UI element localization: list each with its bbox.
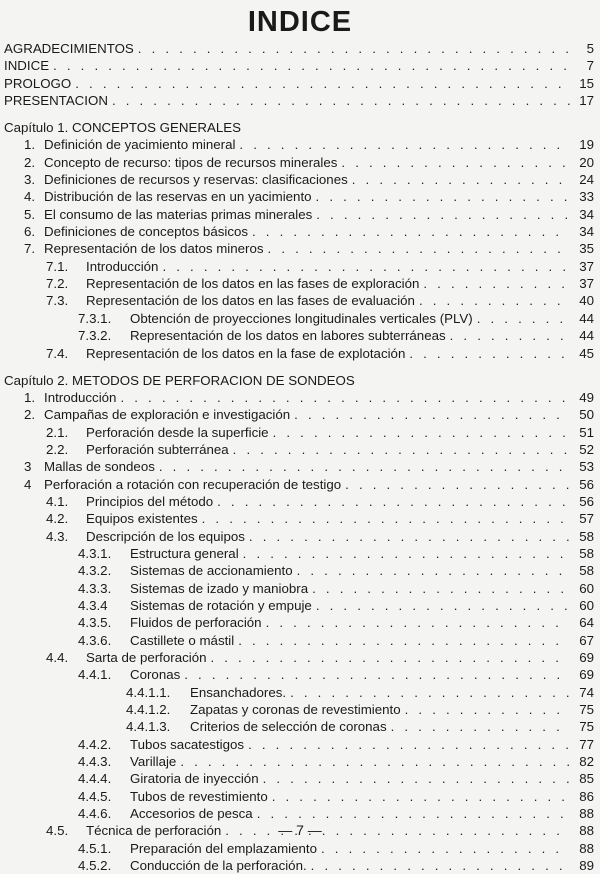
toc-entry-label: Preparación del emplazamiento (130, 840, 318, 856)
toc-entry-page: 7 (586, 58, 594, 74)
toc-entry-label: Estructura general (130, 545, 239, 561)
dot-leader (294, 406, 570, 423)
dot-leader (316, 597, 570, 614)
toc-entry-page: 69 (579, 667, 594, 683)
toc-entry-label: El consumo de las materias primas minerales (44, 206, 313, 222)
toc-entry-page: 53 (579, 459, 594, 475)
toc-entry-number: 1. (24, 137, 36, 153)
dot-leader (243, 545, 570, 562)
dot-leader (138, 40, 570, 57)
toc-entry-number: 7. (24, 241, 36, 257)
toc-entry-label: Principios del método (86, 493, 214, 509)
dot-leader (419, 292, 570, 309)
toc-entry (4, 240, 594, 257)
toc-entry (4, 136, 594, 153)
toc-entry-number: 4.3. (46, 528, 69, 544)
dot-leader (273, 424, 570, 441)
toc-entry-page: 57 (579, 511, 594, 527)
toc-entry (4, 206, 594, 223)
toc-entry (4, 788, 594, 805)
toc-entry-number: 4.4.1.3. (126, 719, 171, 735)
dot-leader (341, 154, 570, 171)
toc-entry-label: Giratoria de inyección (130, 771, 259, 787)
toc-entry-label: Coronas (130, 667, 181, 683)
page-title: INDICE (247, 6, 353, 38)
toc-entry-page: 24 (579, 172, 594, 188)
toc-entry-page: 40 (579, 293, 594, 309)
toc-entry-number: 6. (24, 224, 36, 240)
toc-entry (4, 154, 594, 171)
toc-entry (4, 188, 594, 205)
toc-entry-page: 86 (579, 788, 594, 804)
toc-entry-number: 3 (24, 459, 32, 475)
toc-entry (4, 736, 594, 753)
toc-entry-number: 4.3.4 (78, 597, 108, 613)
toc-entry-page: 67 (579, 632, 594, 648)
toc-entry-page: 44 (579, 310, 594, 326)
toc-entry-number: 7.2. (46, 276, 69, 292)
toc-entry-label: PRESENTACION (4, 93, 108, 109)
toc-entry-number: 4.4.1.1. (126, 684, 171, 700)
toc-entry (4, 718, 594, 735)
toc-entry (4, 292, 594, 309)
toc-entry-page: 74 (579, 684, 594, 700)
toc-entry-number: 4.4. (46, 650, 69, 665)
toc-entry-page: 45 (579, 345, 594, 361)
toc-entry (4, 597, 594, 614)
chapter-heading: Capítulo 1. CONCEPTOS GENERALES (4, 120, 241, 136)
toc-entry-number: 5. (24, 206, 36, 222)
dot-leader (112, 92, 570, 109)
dot-leader (423, 275, 570, 292)
toc-entry (4, 75, 594, 92)
toc-entry-label: Introducción (86, 258, 159, 274)
toc-entry-label: Sarta de perforación (86, 650, 207, 665)
toc-entry (4, 562, 594, 579)
dot-leader (120, 389, 570, 406)
toc-entry (4, 327, 594, 344)
toc-entry-label: Representación de los datos en labores subterráneas (130, 328, 446, 344)
toc-entry-page: 77 (579, 736, 594, 752)
dot-leader (316, 188, 570, 205)
toc-entry-page: 75 (579, 719, 594, 735)
toc-entry-number: 7.1. (46, 258, 69, 274)
toc-entry (4, 345, 594, 362)
toc-entry-label: Definiciones de recursos y reservas: clasificaciones (44, 172, 348, 188)
toc-entry-label: Definición de yacimiento mineral (44, 137, 236, 153)
toc-entry-number: 4.3.6. (78, 632, 112, 648)
toc-entry-label: Equipos existentes (86, 511, 198, 527)
dot-leader (297, 562, 570, 579)
dot-leader (352, 171, 570, 188)
front-matter-list (4, 40, 594, 109)
dot-leader (405, 701, 570, 718)
dot-leader (450, 327, 570, 344)
toc-entry (4, 57, 594, 74)
toc-entry (4, 545, 594, 562)
toc-entry-number: 2.2. (46, 441, 69, 457)
toc-entry-label: Perforación a rotación con recuperación de testigo (44, 476, 342, 492)
dot-leader (263, 770, 570, 787)
dot-leader (239, 136, 570, 153)
toc-entry-page: 37 (579, 258, 594, 274)
toc-entry-number: 4.5. (46, 823, 69, 839)
toc-entry (4, 171, 594, 188)
toc-entry-number: 7.3.2. (78, 328, 112, 344)
toc-entry-page: 58 (579, 545, 594, 561)
toc-entry-label: Sistemas de rotación y empuje (130, 597, 312, 613)
toc-entry (4, 510, 594, 527)
toc-entry-label: Zapatas y coronas de revestimiento (190, 702, 401, 718)
toc-entry-number: 4.5.1. (78, 840, 112, 856)
toc-entry-page: 56 (579, 493, 594, 509)
toc-entry-page: 51 (579, 424, 594, 440)
toc-entry-label: Perforación subterránea (86, 441, 229, 457)
toc-entry (4, 632, 594, 649)
toc-entry-page: 60 (579, 580, 594, 596)
toc-entry (4, 857, 594, 874)
toc-entry-page: 20 (579, 154, 594, 170)
toc-entry-number: 4.4.2. (78, 736, 112, 752)
toc-entry (4, 458, 594, 475)
toc-entry (4, 258, 594, 275)
toc-entry (4, 649, 594, 666)
toc-entry-label: INDICE (4, 58, 50, 74)
toc-entry (4, 424, 594, 441)
toc-entry-label: Varillaje (130, 754, 177, 770)
toc-entry-number: 2.1. (46, 424, 69, 440)
toc-entry (4, 389, 594, 406)
dot-leader (266, 614, 570, 631)
dot-leader (233, 441, 570, 458)
toc-entry-number: 7.3. (46, 293, 69, 309)
toc-entry-number: 4 (24, 476, 32, 492)
toc-entry-number: 2. (24, 407, 36, 423)
dot-leader (248, 736, 570, 753)
toc-entry-label: Conducción de la perforación. (130, 858, 307, 874)
toc-entry-number: 2. (24, 154, 36, 170)
toc-entry (4, 406, 594, 423)
toc-entry-number: 4.4.5. (78, 788, 112, 804)
toc-entry-label: Representación de los datos en la fase de explotación (86, 345, 406, 361)
toc-entry (4, 614, 594, 631)
dot-leader (180, 753, 570, 770)
toc-entry-page: 88 (579, 840, 594, 856)
toc-entry (4, 476, 594, 493)
toc-entry-label: Criterios de selección de coronas (190, 719, 387, 735)
toc-entry-label: PROLOGO (4, 75, 72, 91)
toc-entry (4, 666, 594, 683)
toc-entry (4, 753, 594, 770)
toc-entry-page: 58 (579, 528, 594, 544)
toc-entry-label: Distribución de las reservas en un yacimiento (44, 189, 312, 205)
toc-entry-page: 82 (579, 754, 594, 770)
toc-entry-number: 3. (24, 172, 36, 188)
toc-entry-number: 4.1. (46, 493, 69, 509)
toc-entry (4, 805, 594, 822)
toc-entry-page: 34 (579, 206, 594, 222)
toc-entry (4, 275, 594, 292)
toc-entry-label: Sistemas de izado y maniobra (130, 580, 309, 596)
toc-entry-page: 49 (579, 389, 594, 405)
toc-entry (4, 310, 594, 327)
toc-entry-number: 4.4.1. (78, 667, 112, 683)
toc-entry-label: Obtención de proyecciones longitudinales verticales (PLV) (130, 310, 473, 326)
toc-entry-number: 4.3.3. (78, 580, 112, 596)
toc-entry-page: 85 (579, 771, 594, 787)
toc-entry-label: Descripción de los equipos (86, 528, 245, 544)
dot-leader (202, 510, 570, 527)
toc-entry (4, 684, 594, 701)
chapter-2-section (4, 372, 594, 874)
page-number-footer: — 7 — (278, 822, 322, 838)
dot-leader (252, 223, 570, 240)
toc-entry-page: 89 (579, 858, 594, 874)
toc-entry (4, 92, 594, 109)
toc-entry-label: Castillete o mástil (130, 632, 235, 648)
toc-entry-number: 7.4. (46, 345, 69, 361)
toc-entry-page: 5 (586, 41, 594, 56)
toc-entry (4, 441, 594, 458)
toc-entry-label: Tubos sacatestigos (130, 736, 245, 752)
dot-leader (53, 57, 570, 74)
dot-leader (268, 240, 570, 257)
toc-entry-page: 88 (579, 823, 594, 839)
toc-entry-page: 52 (579, 441, 594, 457)
chapter-1-section (4, 119, 594, 361)
toc-entry-label: Fluidos de perforación (130, 615, 262, 631)
toc-entry-number: 4.3.5. (78, 615, 112, 631)
toc-entry-label: Representación de los datos mineros (44, 241, 264, 257)
toc-entry-page: 33 (579, 189, 594, 205)
toc-entry (4, 840, 594, 857)
toc-entry-number: 4. (24, 189, 36, 205)
toc-entry (4, 40, 594, 57)
dot-leader (272, 788, 570, 805)
toc-entry-page: 44 (579, 328, 594, 344)
dot-leader (238, 632, 570, 649)
dot-leader (311, 857, 570, 874)
toc-entry-page: 75 (579, 702, 594, 718)
toc-entry-page: 37 (579, 276, 594, 292)
dot-leader (217, 493, 570, 510)
dot-leader (75, 75, 570, 92)
toc-entry-label: Concepto de recurso: tipos de recursos minerales (44, 154, 338, 170)
toc-entry (4, 701, 594, 718)
toc-entry-label: Representación de los datos en las fases de exploración (86, 276, 420, 292)
dot-leader (409, 345, 570, 362)
toc-entry-page: 15 (579, 75, 594, 91)
toc-entry-page: 35 (579, 241, 594, 257)
toc-entry (4, 580, 594, 597)
toc-entry-page: 60 (579, 597, 594, 613)
toc-entry-page: 64 (579, 615, 594, 631)
toc-entry-label: Mallas de sondeos (44, 459, 155, 475)
toc-entry-number: 4.3.2. (78, 563, 112, 579)
dot-leader (162, 258, 570, 275)
toc-entry-number: 4.4.6. (78, 806, 112, 822)
toc-entry-label: Ensanchadores. (190, 684, 287, 700)
toc-entry-number: 1. (24, 389, 36, 405)
table-of-contents (4, 40, 594, 874)
toc-entry-number: 7.3.1. (78, 310, 112, 326)
dot-leader (312, 580, 570, 597)
toc-entry-label: Sistemas de accionamiento (130, 563, 293, 579)
toc-entry-number: 4.4.1.2. (126, 702, 171, 718)
dot-leader (159, 458, 570, 475)
dot-leader (391, 718, 570, 735)
dot-leader (249, 528, 570, 545)
toc-entry-label: Técnica de perforación (86, 823, 222, 839)
dot-leader (345, 476, 570, 493)
toc-entry-page: 19 (579, 137, 594, 153)
toc-entry (4, 223, 594, 240)
dot-leader (290, 684, 570, 701)
toc-entry-label: Campañas de exploración e investigación (44, 407, 291, 423)
dot-leader (477, 310, 570, 327)
toc-entry-label: Accesorios de pesca (130, 806, 253, 822)
toc-entry-number: 4.5.2. (78, 858, 112, 874)
toc-entry-page: 69 (579, 650, 594, 665)
toc-entry-page: 58 (579, 563, 594, 579)
toc-entry (4, 493, 594, 510)
toc-entry-page: 88 (579, 806, 594, 822)
toc-entry-page: 50 (579, 407, 594, 423)
toc-entry (4, 528, 594, 545)
toc-entry-page: 34 (579, 224, 594, 240)
toc-entry-number: 4.3.1. (78, 545, 112, 561)
toc-entry-label: Definiciones de conceptos básicos (44, 224, 249, 240)
toc-entry (4, 770, 594, 787)
dot-leader (316, 206, 570, 223)
dot-leader (184, 666, 570, 683)
toc-entry-number: 4.4.4. (78, 771, 112, 787)
toc-entry-label: Perforación desde la superficie (86, 424, 269, 440)
toc-entry-label: Tubos de revestimiento (130, 788, 268, 804)
dot-leader (257, 805, 570, 822)
toc-entry-page: 17 (579, 93, 594, 109)
toc-entry-page: 56 (579, 476, 594, 492)
toc-entry-label: AGRADECIMIENTOS (4, 41, 134, 56)
toc-entry-number: 4.2. (46, 511, 69, 527)
dot-leader (321, 840, 570, 857)
chapter-heading: Capítulo 2. METODOS DE PERFORACION DE SONDEOS (4, 372, 355, 388)
dot-leader (210, 649, 570, 666)
toc-entry-label: Introducción (44, 389, 117, 405)
toc-entry-label: Representación de los datos en las fases de evaluación (86, 293, 415, 309)
toc-entry-number: 4.4.3. (78, 754, 112, 770)
